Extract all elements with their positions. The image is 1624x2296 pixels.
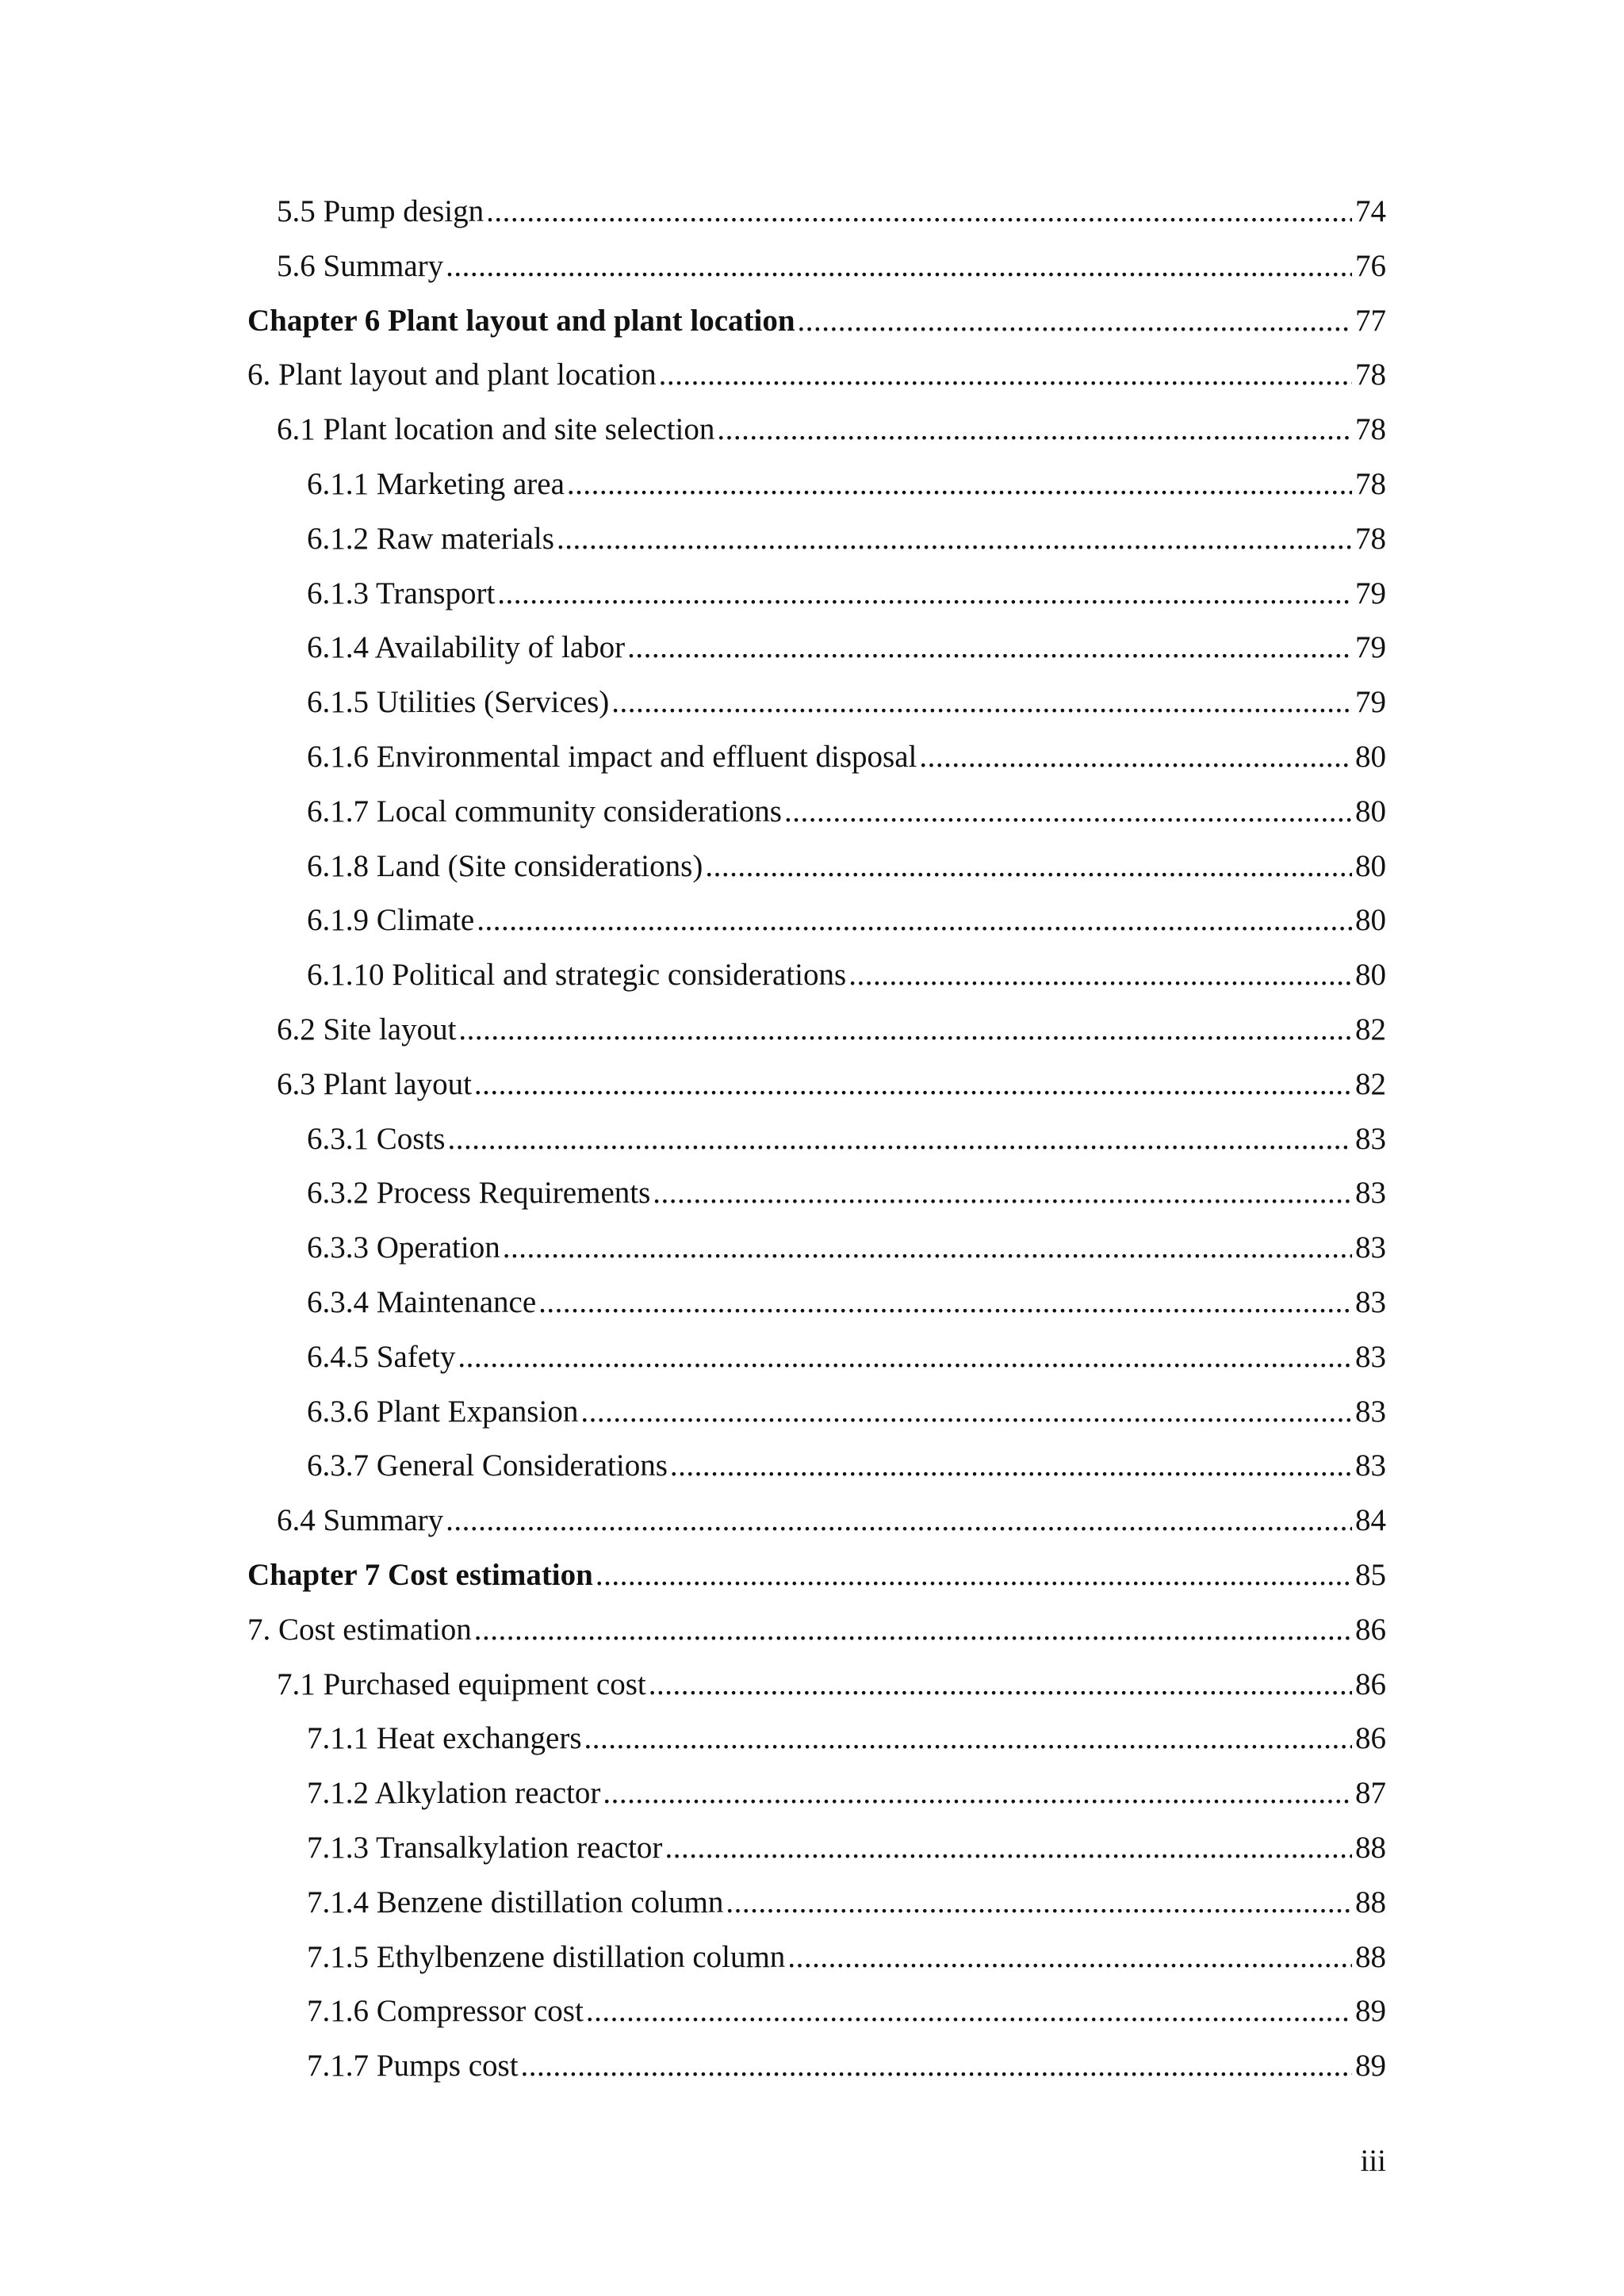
toc-dot-leader [446,251,1352,281]
toc-entry-page: 83 [1355,1395,1386,1429]
toc-entry-page: 83 [1355,1177,1386,1211]
toc-entry-title: 6.1.6 Environmental impact and effluent disposal [307,740,917,774]
toc-entry[interactable] [247,196,1386,251]
toc-entry-page: 79 [1355,687,1386,720]
toc-entry-title: 7.1.5 Ethylbenzene distillation column [307,1941,786,1974]
toc-entry-page: 82 [1355,1068,1386,1101]
toc-entry-page: 80 [1355,905,1386,938]
toc-entry[interactable] [247,469,1386,523]
toc-dot-leader [521,2050,1352,2081]
toc-entry[interactable] [247,1014,1386,1069]
toc-entry[interactable] [247,1069,1386,1123]
toc-dot-leader [477,905,1352,936]
toc-dot-leader [447,1123,1352,1154]
toc-entry-page: 80 [1355,795,1386,828]
toc-entry[interactable] [247,1505,1386,1559]
toc-entry-title: 6.3.3 Operation [307,1232,500,1265]
toc-entry[interactable] [247,523,1386,578]
toc-dot-leader [557,523,1352,554]
toc-dot-leader [474,1614,1352,1645]
toc-entry-page: 86 [1355,1613,1386,1647]
toc-entry[interactable] [247,905,1386,959]
toc-entry-title: 5.6 Summary [277,250,444,283]
toc-dot-leader [486,196,1352,227]
toc-dot-leader [458,1341,1352,1372]
toc-entry[interactable] [247,359,1386,414]
toc-entry-title: 7.1 Purchased equipment cost [277,1668,646,1701]
toc-entry-title: 6.1 Plant location and site selection [277,414,715,447]
toc-entry-page: 84 [1355,1505,1386,1538]
toc-entry[interactable] [247,1996,1386,2050]
toc-entry-title: 7.1.4 Benzene distillation column [307,1886,724,1919]
toc-entry-title: 6.1.3 Transport [307,577,496,610]
toc-entry[interactable] [247,851,1386,905]
toc-entry-title: 6.1.7 Local community considerations [307,795,782,828]
toc-dot-leader [649,1669,1352,1700]
toc-entry[interactable] [247,1614,1386,1669]
toc-entry[interactable] [247,741,1386,796]
toc-entry[interactable] [247,578,1386,633]
toc-entry-page: 86 [1355,1723,1386,1756]
toc-entry-title: 6.1.10 Political and strategic considerations [307,959,847,993]
toc-entry[interactable] [247,1723,1386,1777]
toc-chapter-entry[interactable] [247,305,1386,360]
toc-entry-title: 7.1.6 Compressor cost [307,1996,584,2029]
toc-entry[interactable] [247,1450,1386,1505]
toc-entry[interactable] [247,1177,1386,1232]
toc-dot-leader [458,1014,1352,1045]
toc-dot-leader [653,1177,1352,1208]
toc-dot-leader [586,1996,1352,2026]
toc-entry-title: Chapter 7 Cost estimation [247,1559,593,1592]
toc-entry[interactable] [247,1887,1386,1942]
toc-dot-leader [705,851,1352,882]
toc-entry-page: 83 [1355,1286,1386,1319]
toc-entry-page: 74 [1355,196,1386,228]
toc-entry-page: 78 [1355,359,1386,392]
toc-entry-title: 7.1.2 Alkylation reactor [307,1777,601,1811]
toc-chapter-entry[interactable] [247,1559,1386,1614]
toc-dot-leader [784,796,1352,827]
toc-entry-title: 6.3.1 Costs [307,1123,446,1156]
toc-entry-title: 6.3.2 Process Requirements [307,1177,651,1211]
toc-dot-leader [717,414,1352,445]
toc-entry-page: 89 [1355,2050,1386,2084]
page-number: iii [1360,2144,1386,2178]
toc-entry-page: 80 [1355,740,1386,774]
toc-entry-title: 6.1.2 Raw materials [307,522,554,556]
toc-entry-title: 7.1.7 Pumps cost [307,2050,519,2084]
toc-entry[interactable] [247,1777,1386,1832]
toc-entry-page: 87 [1355,1777,1386,1811]
toc-entry-title: 5.5 Pump design [277,196,485,228]
toc-dot-leader [659,359,1352,390]
toc-entry-page: 78 [1355,468,1386,501]
toc-dot-leader [798,305,1352,336]
toc-dot-leader [919,741,1352,772]
toc-entry-page: 76 [1355,250,1386,283]
toc-entry-page: 83 [1355,1232,1386,1265]
toc-entry[interactable] [247,1232,1386,1287]
toc-entry-page: 88 [1355,1831,1386,1865]
toc-dot-leader [670,1450,1352,1481]
toc-entry[interactable] [247,1341,1386,1396]
toc-entry[interactable] [247,796,1386,851]
toc-entry-title: 6.1.1 Marketing area [307,468,565,501]
toc-entry-page: 77 [1355,304,1386,338]
toc-entry-page: 82 [1355,1013,1386,1047]
toc-entry-page: 78 [1355,522,1386,556]
toc-entry-title: 6.4 Summary [277,1505,444,1538]
toc-dot-leader [567,469,1352,499]
toc-entry[interactable] [247,1832,1386,1887]
toc-entry-page: 83 [1355,1450,1386,1483]
toc-entry-title: 6.2 Site layout [277,1013,457,1047]
toc-entry[interactable] [247,632,1386,687]
toc-entry-title: Chapter 6 Plant layout and plant location [247,304,795,338]
toc-dot-leader [665,1832,1352,1863]
toc-entry[interactable] [247,1396,1386,1451]
toc-entry-page: 79 [1355,577,1386,610]
toc-dot-leader [474,1069,1352,1100]
toc-entry-page: 78 [1355,414,1386,447]
toc-entry[interactable] [247,687,1386,741]
toc-entry-page: 85 [1355,1559,1386,1592]
toc-dot-leader [726,1887,1352,1918]
toc-entry[interactable] [247,1669,1386,1724]
toc-entry-title: 6.1.5 Utilities (Services) [307,687,610,720]
toc-dot-leader [538,1287,1352,1318]
toc-dot-leader [584,1723,1352,1754]
toc-dot-leader [497,578,1352,609]
toc-entry-page: 88 [1355,1941,1386,1974]
toc-entry-page: 89 [1355,1996,1386,2029]
toc-entry-page: 80 [1355,850,1386,883]
toc-entry[interactable] [247,1287,1386,1341]
toc-entry-title: 6.1.9 Climate [307,905,475,938]
toc-entry[interactable] [247,2050,1386,2105]
toc-entry-title: 6. Plant layout and plant location [247,359,657,392]
toc-dot-leader [611,687,1352,718]
toc-entry[interactable] [247,414,1386,469]
toc-entry-page: 83 [1355,1123,1386,1156]
toc-dot-leader [848,959,1352,990]
toc-dot-leader [627,632,1352,663]
toc-entry-page: 79 [1355,632,1386,665]
toc-entry-title: 7.1.3 Transalkylation reactor [307,1831,663,1865]
toc-entry-page: 80 [1355,959,1386,993]
toc-entry-title: 6.3.4 Maintenance [307,1286,537,1319]
toc-dot-leader [596,1559,1352,1590]
toc-entry-page: 88 [1355,1886,1386,1919]
toc-entry[interactable] [247,1942,1386,1996]
toc-entry-title: 6.3.7 General Considerations [307,1450,668,1483]
toc-entry[interactable] [247,1123,1386,1178]
toc-entry-title: 6.1.8 Land (Site considerations) [307,850,703,883]
toc-entry-title: 7. Cost estimation [247,1613,472,1647]
toc-dot-leader [787,1942,1352,1973]
toc-entry-page: 86 [1355,1668,1386,1701]
toc-dot-leader [603,1777,1352,1808]
toc-entry-title: 6.3.6 Plant Expansion [307,1395,579,1429]
toc-entry-title: 6.4.5 Safety [307,1341,456,1374]
table-of-contents [247,196,1386,2105]
toc-dot-leader [580,1396,1352,1427]
toc-entry-title: 6.3 Plant layout [277,1068,472,1101]
toc-entry[interactable] [247,251,1386,305]
toc-entry-title: 7.1.1 Heat exchangers [307,1723,582,1756]
toc-dot-leader [446,1505,1352,1536]
toc-dot-leader [503,1232,1352,1263]
toc-entry-title: 6.1.4 Availability of labor [307,632,626,665]
toc-entry[interactable] [247,959,1386,1014]
toc-entry-page: 83 [1355,1341,1386,1374]
